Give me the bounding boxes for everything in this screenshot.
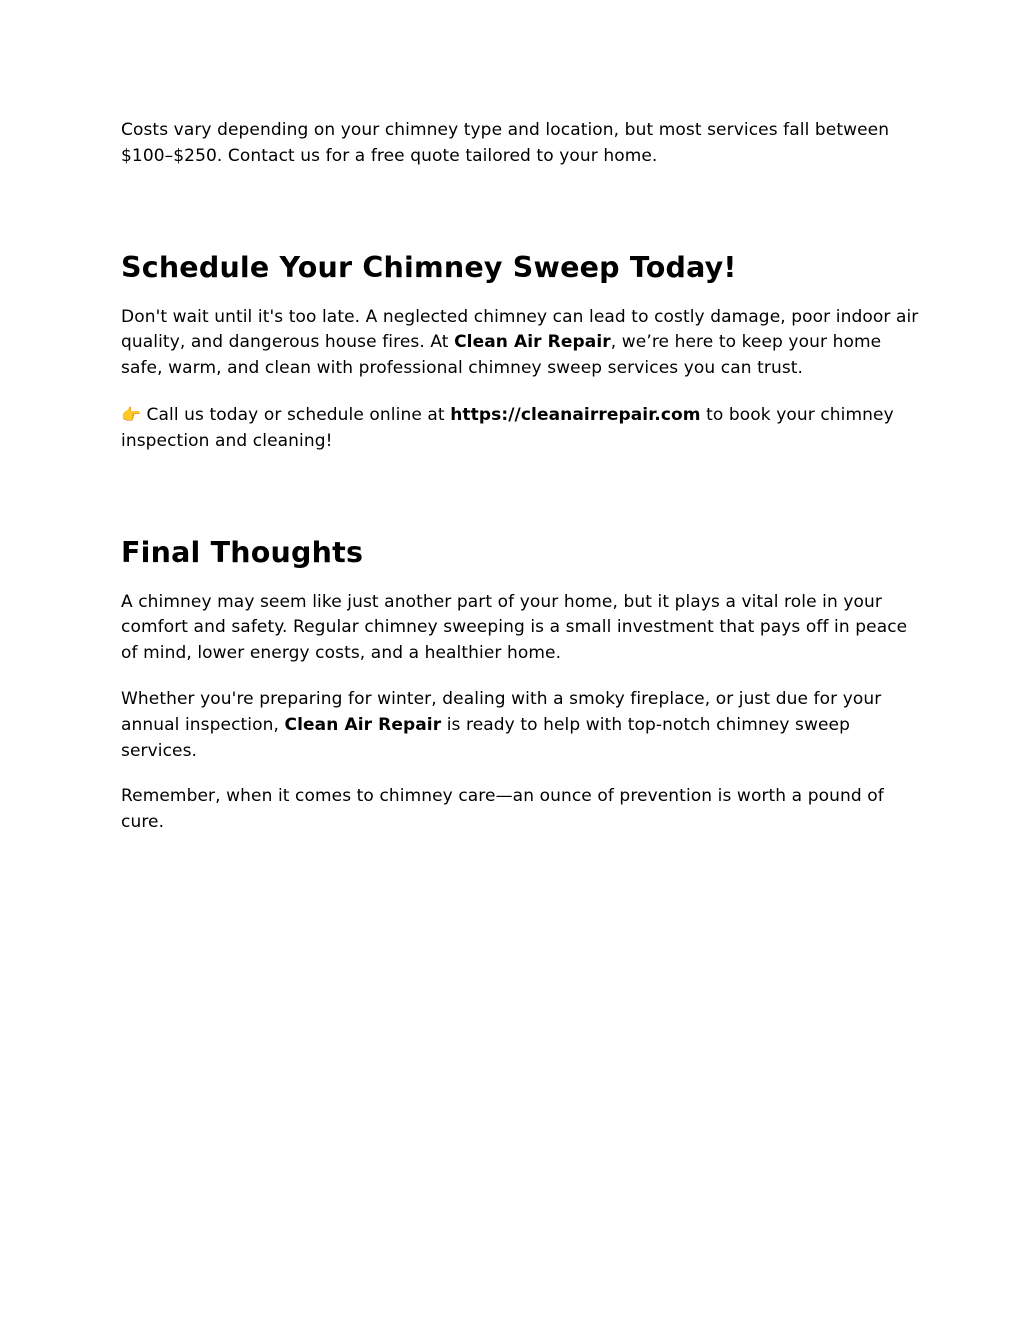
- cost-paragraph: Costs vary depending on your chimney type and location, but most services fall between $100–$250. Contact us for a free quote tailored to your home.: [121, 120, 890, 166]
- final-paragraph-3: Remember, when it comes to chimney care—an ounce of prevention is worth a pound of cure.: [121, 786, 884, 833]
- final-paragraph-1: A chimney may seem like just another part of your home, but it plays a vital role in your comfort and safety. Regular chimney sweeping is a small investment that pays off in peace of mind, lower energy costs, and a healthier home.: [121, 591, 908, 664]
- brand-name: Clean Air Repair: [284, 714, 442, 735]
- cta-text-start: Call us today or schedule online at: [141, 404, 451, 425]
- schedule-heading: Schedule Your Chimney Sweep Today!: [121, 250, 737, 284]
- schedule-paragraph: [121, 305, 921, 382]
- pointing-hand-icon: 👉: [121, 404, 142, 424]
- brand-name: Clean Air Repair: [454, 332, 611, 353]
- document-page: [121, 118, 921, 836]
- final-paragraph-2: [121, 687, 921, 764]
- website-link[interactable]: https://cleanairrepair.com: [450, 404, 701, 425]
- schedule-text-start: Don't wait until it's too late. A neglected chimney can lead to costly damage, poor indoor air quality, and dangerous house fires. At: [121, 306, 919, 353]
- call-to-action-paragraph: [121, 402, 921, 455]
- cta-text-end: to book your chimney inspection and cleaning!: [121, 404, 894, 451]
- final-p2-text-start: Whether you're preparing for winter, dealing with a smoky fireplace, or just due for your annual inspection,: [121, 688, 882, 735]
- final-p2-text-end: is ready to help with top-notch chimney sweep services.: [121, 714, 850, 761]
- final-thoughts-heading: Final Thoughts: [121, 535, 364, 569]
- schedule-text-end: , we’re here to keep your home safe, warm, and clean with professional chimney sweep services you can trust.: [121, 332, 882, 379]
